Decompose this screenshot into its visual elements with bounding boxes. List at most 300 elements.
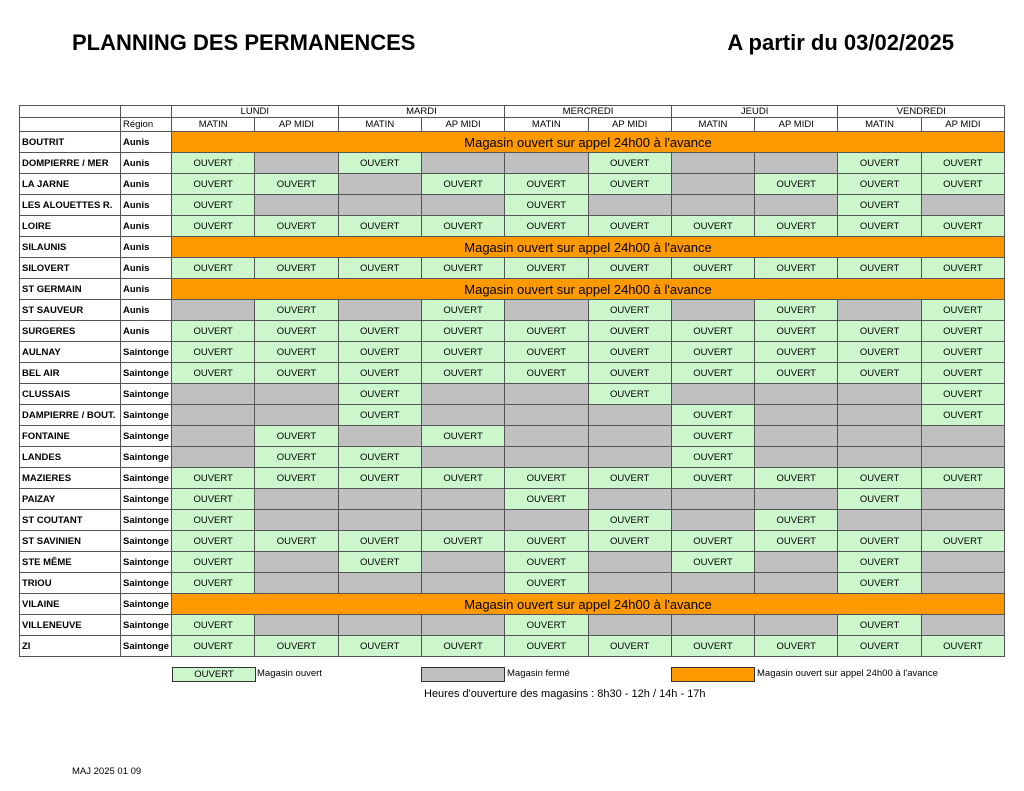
store-row [20, 195, 1005, 216]
closed-slot [671, 174, 754, 195]
open-slot: OUVERT [421, 258, 504, 279]
closed-slot [255, 405, 338, 426]
open-slot: OUVERT [505, 258, 588, 279]
open-slot: OUVERT [255, 531, 338, 552]
closed-slot [755, 405, 838, 426]
schedule-table [19, 105, 1005, 657]
open-slot: OUVERT [755, 468, 838, 489]
open-slot: OUVERT [172, 552, 255, 573]
closed-slot [755, 489, 838, 510]
closed-slot [421, 405, 504, 426]
closed-slot [338, 300, 421, 321]
store-region: Saintonge [121, 510, 172, 531]
closed-slot [588, 615, 671, 636]
closed-slot [338, 510, 421, 531]
store-region: Saintonge [121, 531, 172, 552]
store-name: PAIZAY [20, 489, 121, 510]
closed-slot [255, 195, 338, 216]
store-region: Saintonge [121, 636, 172, 657]
open-slot: OUVERT [671, 342, 754, 363]
closed-slot [505, 510, 588, 531]
store-name: TRIOU [20, 573, 121, 594]
half-day-header: MATIN [505, 118, 588, 132]
open-slot: OUVERT [838, 216, 921, 237]
open-slot: OUVERT [505, 195, 588, 216]
closed-slot [505, 153, 588, 174]
open-slot: OUVERT [172, 510, 255, 531]
closed-slot [421, 552, 504, 573]
closed-slot [421, 447, 504, 468]
store-row [20, 594, 1005, 615]
store-name: LOIRE [20, 216, 121, 237]
half-day-header: MATIN [338, 118, 421, 132]
closed-slot [838, 426, 921, 447]
closed-slot [921, 426, 1004, 447]
open-slot: OUVERT [921, 531, 1004, 552]
closed-slot [755, 615, 838, 636]
store-region: Aunis [121, 321, 172, 342]
closed-slot [588, 405, 671, 426]
store-region: Saintonge [121, 489, 172, 510]
open-slot: OUVERT [421, 363, 504, 384]
open-slot: OUVERT [755, 258, 838, 279]
store-name: SURGERES [20, 321, 121, 342]
closed-slot [255, 552, 338, 573]
closed-slot [172, 447, 255, 468]
open-slot: OUVERT [172, 174, 255, 195]
open-slot: OUVERT [255, 363, 338, 384]
open-slot: OUVERT [255, 447, 338, 468]
store-row [20, 531, 1005, 552]
open-slot: OUVERT [255, 636, 338, 657]
half-day-header: AP MIDI [588, 118, 671, 132]
open-slot: OUVERT [838, 615, 921, 636]
legend-appointment-label: Magasin ouvert sur appel 24h00 à l'avance [757, 668, 938, 679]
closed-slot [588, 195, 671, 216]
open-slot: OUVERT [755, 300, 838, 321]
closed-slot [505, 384, 588, 405]
store-row [20, 258, 1005, 279]
open-slot: OUVERT [921, 300, 1004, 321]
open-slot: OUVERT [505, 342, 588, 363]
store-row [20, 405, 1005, 426]
closed-slot [172, 426, 255, 447]
store-name: SILAUNIS [20, 237, 121, 258]
open-slot: OUVERT [838, 552, 921, 573]
store-row [20, 342, 1005, 363]
store-name: ST COUTANT [20, 510, 121, 531]
open-slot: OUVERT [172, 195, 255, 216]
closed-slot [338, 426, 421, 447]
closed-slot [338, 174, 421, 195]
open-slot: OUVERT [255, 426, 338, 447]
store-name: ST GERMAIN [20, 279, 121, 300]
legend-appointment-swatch [671, 667, 755, 682]
open-slot: OUVERT [921, 174, 1004, 195]
open-slot: OUVERT [505, 615, 588, 636]
open-slot: OUVERT [338, 384, 421, 405]
store-name: FONTAINE [20, 426, 121, 447]
legend-open-label: Magasin ouvert [257, 668, 322, 679]
closed-slot [921, 510, 1004, 531]
open-slot: OUVERT [338, 363, 421, 384]
open-slot: OUVERT [921, 363, 1004, 384]
store-name: BOUTRIT [20, 132, 121, 153]
open-slot: OUVERT [838, 468, 921, 489]
opening-hours: Heures d'ouverture des magasins : 8h30 - 12h / 14h - 17h [424, 688, 706, 700]
half-day-header: AP MIDI [755, 118, 838, 132]
day-header: LUNDI [172, 106, 339, 118]
store-region: Saintonge [121, 594, 172, 615]
store-region: Aunis [121, 216, 172, 237]
day-header-row [20, 106, 1005, 118]
half-day-header: AP MIDI [921, 118, 1004, 132]
closed-slot [255, 615, 338, 636]
closed-slot [755, 195, 838, 216]
store-row [20, 321, 1005, 342]
open-slot: OUVERT [255, 174, 338, 195]
open-slot: OUVERT [671, 531, 754, 552]
day-header: MERCREDI [505, 106, 672, 118]
closed-slot [838, 300, 921, 321]
store-name: CLUSSAIS [20, 384, 121, 405]
open-slot: OUVERT [838, 636, 921, 657]
open-slot: OUVERT [671, 258, 754, 279]
legend-closed-label: Magasin fermé [507, 668, 570, 679]
open-slot: OUVERT [671, 363, 754, 384]
open-slot: OUVERT [421, 342, 504, 363]
store-region: Saintonge [121, 342, 172, 363]
half-day-header: MATIN [172, 118, 255, 132]
closed-slot [755, 552, 838, 573]
open-slot: OUVERT [505, 468, 588, 489]
store-name: DAMPIERRE / BOUT. [20, 405, 121, 426]
store-name: VILLENEUVE [20, 615, 121, 636]
open-slot: OUVERT [172, 342, 255, 363]
open-slot: OUVERT [172, 468, 255, 489]
open-slot: OUVERT [338, 405, 421, 426]
store-region: Saintonge [121, 552, 172, 573]
open-slot: OUVERT [838, 258, 921, 279]
half-day-header: MATIN [838, 118, 921, 132]
open-slot: OUVERT [421, 174, 504, 195]
store-row [20, 300, 1005, 321]
open-slot: OUVERT [755, 531, 838, 552]
open-slot: OUVERT [755, 321, 838, 342]
closed-slot [588, 426, 671, 447]
open-slot: OUVERT [588, 510, 671, 531]
closed-slot [338, 573, 421, 594]
store-row [20, 384, 1005, 405]
open-slot: OUVERT [505, 363, 588, 384]
open-slot: OUVERT [588, 216, 671, 237]
store-row [20, 279, 1005, 300]
closed-slot [421, 384, 504, 405]
closed-slot [172, 405, 255, 426]
closed-slot [588, 447, 671, 468]
half-day-header-row [20, 118, 1005, 132]
open-slot: OUVERT [338, 321, 421, 342]
open-slot: OUVERT [338, 342, 421, 363]
open-slot: OUVERT [505, 552, 588, 573]
open-slot: OUVERT [838, 174, 921, 195]
closed-slot [921, 573, 1004, 594]
closed-slot [255, 489, 338, 510]
open-slot: OUVERT [505, 321, 588, 342]
open-slot: OUVERT [172, 258, 255, 279]
store-name: LES ALOUETTES R. [20, 195, 121, 216]
open-slot: OUVERT [838, 153, 921, 174]
store-region: Aunis [121, 132, 172, 153]
day-header: JEUDI [671, 106, 838, 118]
closed-slot [588, 552, 671, 573]
closed-slot [755, 447, 838, 468]
open-slot: OUVERT [838, 531, 921, 552]
open-slot: OUVERT [338, 552, 421, 573]
closed-slot [172, 384, 255, 405]
closed-slot [338, 615, 421, 636]
store-name: DOMPIERRE / MER [20, 153, 121, 174]
closed-slot [755, 384, 838, 405]
open-slot: OUVERT [838, 342, 921, 363]
open-slot: OUVERT [255, 321, 338, 342]
closed-slot [505, 405, 588, 426]
open-slot: OUVERT [921, 216, 1004, 237]
store-region: Saintonge [121, 384, 172, 405]
open-slot: OUVERT [755, 510, 838, 531]
store-region: Aunis [121, 300, 172, 321]
open-slot: OUVERT [838, 363, 921, 384]
open-slot: OUVERT [588, 321, 671, 342]
store-row [20, 636, 1005, 657]
open-slot: OUVERT [505, 216, 588, 237]
store-name: BEL AIR [20, 363, 121, 384]
open-slot: OUVERT [172, 321, 255, 342]
open-slot: OUVERT [338, 216, 421, 237]
store-region: Saintonge [121, 447, 172, 468]
open-slot: OUVERT [755, 636, 838, 657]
open-slot: OUVERT [921, 153, 1004, 174]
store-row [20, 153, 1005, 174]
open-slot: OUVERT [671, 216, 754, 237]
closed-slot [421, 615, 504, 636]
open-slot: OUVERT [338, 447, 421, 468]
closed-slot [255, 153, 338, 174]
open-slot: OUVERT [255, 300, 338, 321]
open-slot: OUVERT [588, 153, 671, 174]
closed-slot [671, 195, 754, 216]
corner-cell [20, 118, 121, 132]
store-name: VILAINE [20, 594, 121, 615]
open-slot: OUVERT [421, 216, 504, 237]
closed-slot [671, 573, 754, 594]
store-row [20, 552, 1005, 573]
open-slot: OUVERT [921, 468, 1004, 489]
open-slot: OUVERT [671, 552, 754, 573]
store-name: LA JARNE [20, 174, 121, 195]
closed-slot [671, 300, 754, 321]
closed-slot [921, 195, 1004, 216]
store-name: LANDES [20, 447, 121, 468]
open-slot: OUVERT [421, 636, 504, 657]
store-row [20, 615, 1005, 636]
open-slot: OUVERT [755, 216, 838, 237]
open-slot: OUVERT [755, 363, 838, 384]
open-slot: OUVERT [172, 489, 255, 510]
open-slot: OUVERT [421, 426, 504, 447]
open-slot: OUVERT [921, 405, 1004, 426]
open-slot: OUVERT [671, 426, 754, 447]
open-slot: OUVERT [921, 636, 1004, 657]
store-region: Saintonge [121, 573, 172, 594]
open-slot: OUVERT [671, 321, 754, 342]
closed-slot [338, 195, 421, 216]
open-slot: OUVERT [338, 153, 421, 174]
store-region: Saintonge [121, 363, 172, 384]
store-region: Aunis [121, 195, 172, 216]
closed-slot [421, 489, 504, 510]
store-name: SILOVERT [20, 258, 121, 279]
open-slot: OUVERT [172, 216, 255, 237]
open-slot: OUVERT [838, 195, 921, 216]
closed-slot [505, 426, 588, 447]
closed-slot [172, 300, 255, 321]
closed-slot [671, 153, 754, 174]
region-blank-cell [121, 106, 172, 118]
open-slot: OUVERT [421, 531, 504, 552]
open-slot: OUVERT [172, 615, 255, 636]
open-slot: OUVERT [838, 489, 921, 510]
open-slot: OUVERT [671, 636, 754, 657]
corner-cell [20, 106, 121, 118]
closed-slot [505, 447, 588, 468]
store-region: Saintonge [121, 405, 172, 426]
open-slot: OUVERT [671, 468, 754, 489]
store-region: Saintonge [121, 615, 172, 636]
open-slot: OUVERT [588, 636, 671, 657]
open-slot: OUVERT [588, 363, 671, 384]
open-slot: OUVERT [505, 489, 588, 510]
store-region: Saintonge [121, 468, 172, 489]
open-slot: OUVERT [671, 447, 754, 468]
open-slot: OUVERT [755, 342, 838, 363]
appointment-only-cell: Magasin ouvert sur appel 24h00 à l'avance [172, 237, 1005, 258]
closed-slot [755, 426, 838, 447]
store-region: Saintonge [121, 426, 172, 447]
closed-slot [921, 489, 1004, 510]
start-date-title: A partir du 03/02/2025 [727, 30, 954, 55]
closed-slot [421, 153, 504, 174]
open-slot: OUVERT [838, 321, 921, 342]
half-day-header: AP MIDI [421, 118, 504, 132]
store-row [20, 174, 1005, 195]
closed-slot [588, 573, 671, 594]
closed-slot [838, 447, 921, 468]
closed-slot [671, 510, 754, 531]
closed-slot [588, 489, 671, 510]
legend-closed-swatch [421, 667, 505, 682]
appointment-only-cell: Magasin ouvert sur appel 24h00 à l'avance [172, 279, 1005, 300]
day-header: VENDREDI [838, 106, 1005, 118]
open-slot: OUVERT [421, 468, 504, 489]
open-slot: OUVERT [921, 258, 1004, 279]
open-slot: OUVERT [588, 174, 671, 195]
store-row [20, 132, 1005, 153]
closed-slot [421, 195, 504, 216]
open-slot: OUVERT [172, 531, 255, 552]
store-region: Aunis [121, 153, 172, 174]
store-name: ST SAVINIEN [20, 531, 121, 552]
open-slot: OUVERT [588, 531, 671, 552]
closed-slot [921, 552, 1004, 573]
closed-slot [505, 300, 588, 321]
open-slot: OUVERT [338, 468, 421, 489]
open-slot: OUVERT [671, 405, 754, 426]
open-slot: OUVERT [255, 216, 338, 237]
open-slot: OUVERT [838, 573, 921, 594]
closed-slot [755, 573, 838, 594]
closed-slot [671, 489, 754, 510]
closed-slot [671, 615, 754, 636]
closed-slot [255, 573, 338, 594]
open-slot: OUVERT [255, 258, 338, 279]
store-row [20, 573, 1005, 594]
store-region: Aunis [121, 174, 172, 195]
closed-slot [421, 573, 504, 594]
closed-slot [671, 384, 754, 405]
store-region: Aunis [121, 279, 172, 300]
open-slot: OUVERT [172, 363, 255, 384]
region-header: Région [121, 118, 172, 132]
store-region: Aunis [121, 237, 172, 258]
half-day-header: AP MIDI [255, 118, 338, 132]
open-slot: OUVERT [255, 468, 338, 489]
store-name: ZI [20, 636, 121, 657]
open-slot: OUVERT [588, 384, 671, 405]
closed-slot [921, 615, 1004, 636]
page-title: PLANNING DES PERMANENCES [72, 30, 416, 55]
open-slot: OUVERT [505, 174, 588, 195]
open-slot: OUVERT [505, 636, 588, 657]
store-row [20, 426, 1005, 447]
closed-slot [255, 510, 338, 531]
store-row [20, 447, 1005, 468]
open-slot: OUVERT [588, 342, 671, 363]
store-row [20, 237, 1005, 258]
store-name: STE MÊME [20, 552, 121, 573]
store-row [20, 363, 1005, 384]
legend-open-swatch: OUVERT [172, 667, 256, 682]
closed-slot [255, 384, 338, 405]
store-region: Aunis [121, 258, 172, 279]
open-slot: OUVERT [921, 342, 1004, 363]
closed-slot [838, 510, 921, 531]
store-name: MAZIERES [20, 468, 121, 489]
open-slot: OUVERT [588, 300, 671, 321]
open-slot: OUVERT [505, 531, 588, 552]
store-name: ST SAUVEUR [20, 300, 121, 321]
closed-slot [338, 489, 421, 510]
open-slot: OUVERT [588, 258, 671, 279]
closed-slot [838, 384, 921, 405]
closed-slot [755, 153, 838, 174]
open-slot: OUVERT [172, 153, 255, 174]
open-slot: OUVERT [172, 573, 255, 594]
update-date: MAJ 2025 01 09 [72, 766, 142, 777]
open-slot: OUVERT [921, 384, 1004, 405]
half-day-header: MATIN [671, 118, 754, 132]
open-slot: OUVERT [338, 258, 421, 279]
